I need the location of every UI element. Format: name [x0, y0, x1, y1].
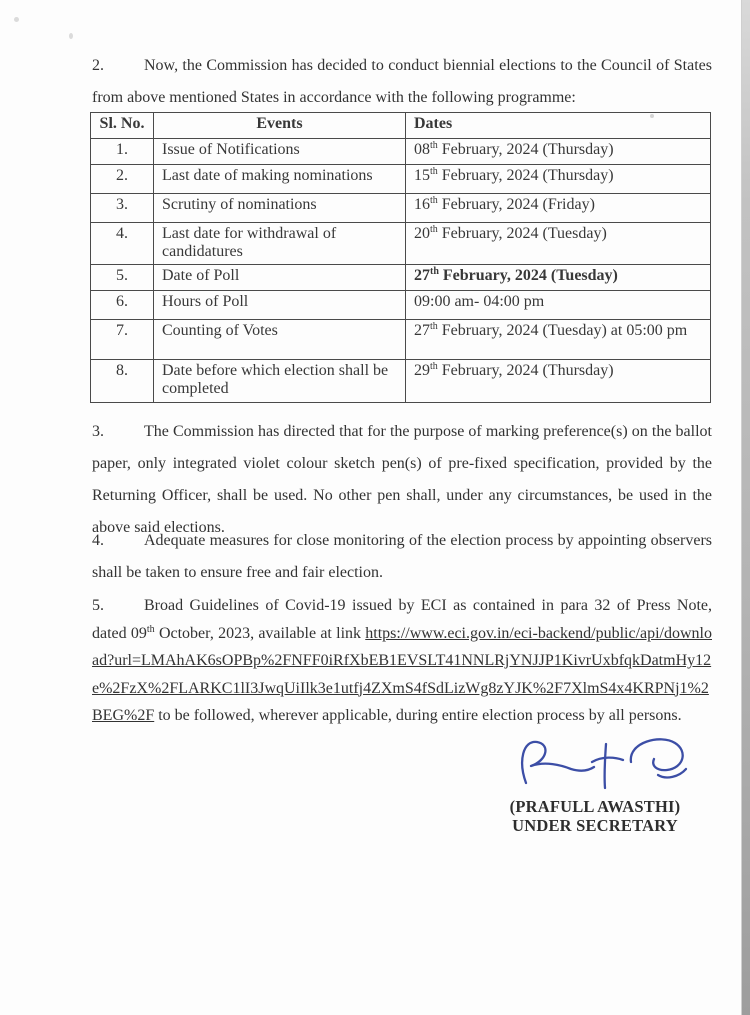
sl-cell: 3. [91, 194, 154, 223]
sl-cell: 1. [91, 139, 154, 165]
para-number: 3. [92, 423, 104, 440]
scan-speck [69, 33, 73, 39]
ordinal-sup: th [430, 166, 438, 177]
date-text: February, 2024 (Thursday) [437, 167, 614, 184]
date-cell [406, 139, 711, 165]
date-text: February, 2024 (Tuesday) [437, 225, 607, 242]
ordinal-sup: th [430, 266, 439, 277]
para-number: 2. [92, 57, 104, 74]
paragraph-4 [92, 525, 712, 589]
event-cell: Last date of making nominations [154, 165, 406, 194]
para-number: 4. [92, 532, 104, 549]
sl-cell: 4. [91, 223, 154, 265]
table-row [91, 223, 711, 265]
event-cell: Hours of Poll [154, 291, 406, 320]
paragraph-5 [92, 592, 712, 730]
date-text: 20 [414, 225, 430, 242]
para-text: The Commission has directed that for the purpose of marking preference(s) on the ballot paper, only integrated violet colour sketch pen(s) of pre-fixed specification, provided by the Returning Officer, shall be used. No other pen shall, under any circumstances, be used in the above said elections. [92, 423, 712, 536]
download-link[interactable]: https://www.eci.gov.in/eci-backend/public/api/download?url=LMAhAK6sOPBp%2FNFF0iRfXbEB1EVSLT41NNLRjYNJJP1KivrUxbfqkDatmHy12e%2FzX%2FLARKC1lI3JwqUiIlk3e1utfj4ZXmS4fSdLizWg8zYJK%2F7XlmS4x4KRPNj1%2BEG%2F [92, 624, 712, 724]
date-cell [406, 291, 711, 320]
date-cell [406, 360, 711, 403]
ordinal-sup: th [430, 195, 438, 206]
date-cell [406, 165, 711, 194]
date-text: 08 [414, 141, 430, 158]
sl-cell: 8. [91, 360, 154, 403]
election-programme-table [90, 112, 711, 403]
header-events: Events [154, 113, 406, 139]
event-cell: Counting of Votes [154, 320, 406, 360]
para-text: October, 2023, available at link [154, 624, 366, 642]
paragraph-2 [92, 50, 712, 114]
ordinal-sup: th [430, 321, 438, 332]
para-text: Broad Guidelines of Covid-19 issued by ECI as contained in para 32 of Press Note, dated 09 [92, 597, 712, 642]
date-text: February, 2024 (Tuesday) at 05:00 pm [437, 322, 688, 339]
event-cell: Date before which election shall be completed [154, 360, 406, 403]
ordinal-sup: th [146, 623, 155, 635]
ordinal-sup: th [430, 361, 438, 372]
date-cell [406, 320, 711, 360]
sl-cell: 6. [91, 291, 154, 320]
date-text: 15 [414, 167, 430, 184]
table-row [91, 291, 711, 320]
table-row [91, 165, 711, 194]
table-row [91, 139, 711, 165]
date-text: February, 2024 (Friday) [437, 196, 595, 213]
para-text: Adequate measures for close monitoring of the election process by appointing observers shall be taken to ensure free and fair election. [92, 532, 712, 581]
signatory-title: UNDER SECRETARY [512, 816, 678, 835]
signature-ink [504, 731, 700, 795]
sl-cell: 5. [91, 265, 154, 291]
date-text: 27 [414, 267, 430, 284]
ordinal-sup: th [430, 224, 438, 235]
event-cell: Date of Poll [154, 265, 406, 291]
para-number: 5. [92, 597, 104, 614]
date-text: 29 [414, 362, 430, 379]
date-cell [406, 194, 711, 223]
date-cell [406, 223, 711, 265]
signatory-name: (PRAFULL AWASTHI) [509, 797, 681, 816]
para-text: to be followed, wherever applicable, during entire election process by all persons. [154, 707, 682, 724]
date-text: February, 2024 (Thursday) [437, 362, 614, 379]
event-cell: Scrutiny of nominations [154, 194, 406, 223]
table-row [91, 320, 711, 360]
table-row [91, 360, 711, 403]
table-row [91, 194, 711, 223]
para-text: Now, the Commission has decided to conduct biennial elections to the Council of States from above mentioned States in accordance with the following programme: [92, 57, 712, 106]
scan-speck [14, 17, 19, 22]
table-row [91, 265, 711, 291]
header-sl-no: Sl. No. [91, 113, 154, 139]
table-header-row [91, 113, 711, 139]
header-dates: Dates [406, 113, 711, 139]
date-text: 09:00 am- 04:00 pm [414, 293, 545, 310]
date-text: February, 2024 (Thursday) [437, 141, 614, 158]
event-cell: Issue of Notifications [154, 139, 406, 165]
date-text: 27 [414, 322, 430, 339]
ordinal-sup: th [430, 140, 438, 151]
signature-block [490, 731, 700, 835]
date-text: 16 [414, 196, 430, 213]
date-cell [406, 265, 711, 291]
sl-cell: 2. [91, 165, 154, 194]
scan-edge-strip [741, 0, 750, 1015]
sl-cell: 7. [91, 320, 154, 360]
event-cell: Last date for withdrawal of candidatures [154, 223, 406, 265]
date-text: February, 2024 (Tuesday) [438, 267, 618, 284]
